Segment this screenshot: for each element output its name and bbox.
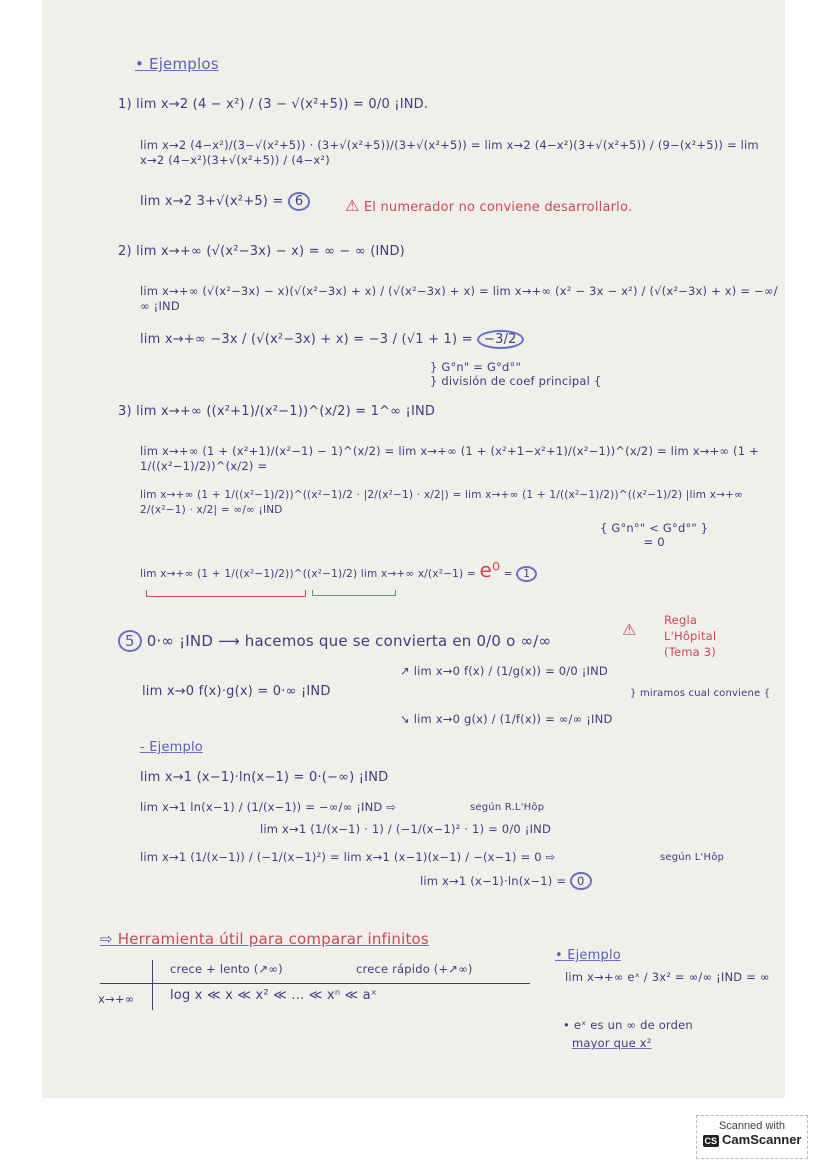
red-underline xyxy=(146,590,306,597)
example-3-note: { G°n°" < G°d°" } = 0 xyxy=(600,521,709,549)
warning-triangle-icon: ⚠ xyxy=(345,196,360,215)
growth-order-row: log x ≪ x ≪ x² ≪ … ≪ xⁿ ≪ aˣ xyxy=(170,988,377,1003)
section-5-line-2: lim x→0 f(x)·g(x) = 0·∞ ¡IND xyxy=(142,684,331,699)
right-example-title: • Ejemplo xyxy=(555,948,621,963)
camscanner-logo-icon: CS xyxy=(704,1136,718,1146)
section-5-example-result: lim x→1 (x−1)·ln(x−1) = 0 xyxy=(420,872,592,890)
example-2-line-3: lim x→+∞ −3x / (√(x²−3x) + x) = −3 / (√1 + 1) = −3/2 xyxy=(140,330,524,349)
row-label: x→+∞ xyxy=(98,992,135,1006)
example-1-line-1: 1) lim x→2 (4 − x²) / (3 − √(x²+5)) = 0/0 ¡IND. xyxy=(118,97,429,112)
branch-2: ↘ lim x→0 g(x) / (1/f(x)) = ∞/∞ ¡IND xyxy=(400,712,613,726)
arrow-right-icon: ⇨ xyxy=(100,930,113,948)
lhopital-warning xyxy=(622,620,637,639)
right-example-limit: lim x→+∞ eˣ / 3x² = ∞/∞ ¡IND = ∞ xyxy=(565,970,770,984)
example-1-result: 6 xyxy=(288,192,310,211)
section-5-example-line-2: lim x→1 ln(x−1) / (1/(x−1)) = −∞/∞ ¡IND ⇨ xyxy=(140,800,397,814)
section-5-example-line-3: lim x→1 (1/(x−1)) / (−1/(x−1)²) = lim x→1 (x−1)(x−1) / −(x−1) = 0 ⇨ xyxy=(140,850,556,864)
right-example-note-2: mayor que x² xyxy=(572,1036,652,1050)
example-1-line-3: lim x→2 3+√(x²+5) = 6 xyxy=(140,192,310,211)
green-underline xyxy=(312,590,396,596)
table-divider xyxy=(152,960,153,1010)
section-title: • Ejemplos xyxy=(135,55,219,73)
branch-note: } miramos cual conviene { xyxy=(630,688,771,699)
lhopital-note-2: según L'Hôp xyxy=(660,852,725,863)
example-2-result: −3/2 xyxy=(477,330,524,349)
example-3-line-1: 3) lim x→+∞ ((x²+1)/(x²−1))^(x/2) = 1^∞ ¡IND xyxy=(118,404,436,419)
section-5-example-line-2b: lim x→1 (1/(x−1) · 1) / (−1/(x−1)² · 1) = 0/0 ¡IND xyxy=(260,822,552,836)
warning-triangle-icon: ⚠ xyxy=(622,620,637,639)
camscanner-watermark: Scanned with CS CamScanner xyxy=(696,1115,808,1159)
example-3-line-3: lim x→+∞ (1 + 1/((x²−1)/2))^((x²−1)/2 · |2/(x²−1) · x/2|) = lim x→+∞ (1 + 1/((x²−1)/2))^((x²−1)/2) |lim x→+∞ 2/(x²−1) · x/2| = ∞/∞ ¡IND xyxy=(140,489,744,516)
lhopital-rule-note: Regla L'Hôpital (Tema 3) xyxy=(664,613,717,659)
lhopital-note-1: según R.L'Hôp xyxy=(470,802,545,813)
section-5-line-1: 5 0·∞ ¡IND ⟶ hacemos que se convierta en 0/0 o ∞/∞ xyxy=(118,630,551,652)
right-example-note-1: • eˣ es un ∞ de orden xyxy=(563,1018,693,1032)
example-1-warning: ⚠ El numerador no conviene desarrollarlo. xyxy=(345,196,633,215)
tool-heading: ⇨ Herramienta útil para comparar infinitos xyxy=(100,930,429,948)
column-slow: crece + lento (↗∞) xyxy=(170,962,283,976)
column-fast: crece rápido (+↗∞) xyxy=(356,962,473,976)
branch-1: ↗ lim x→0 f(x) / (1/g(x)) = 0/0 ¡IND xyxy=(400,664,608,678)
table-rule xyxy=(100,983,530,984)
example-1-line-2: lim x→2 (4−x²)/(3−√(x²+5)) · (3+√(x²+5))/(3+√(x²+5)) = lim x→2 (4−x²)(3+√(x²+5)) / (9−(x²+5)) = lim x→2 (4−x²)(3+√(x²+5)) / (4−x²) xyxy=(140,138,759,167)
example-2-line-2: lim x→+∞ (√(x²−3x) − x)(√(x²−3x) + x) / (√(x²−3x) + x) = lim x→+∞ (x² − 3x − x²) / (√(x²−3x) + x) = −∞/∞ ¡IND xyxy=(140,284,778,313)
example-2-note: } G°n" = G°d°" } división de coef principal { xyxy=(430,360,602,388)
example-2-line-1: 2) lim x→+∞ (√(x²−3x) − x) = ∞ − ∞ (IND) xyxy=(118,244,405,259)
example-3-line-2: lim x→+∞ (1 + (x²+1)/(x²−1) − 1)^(x/2) = lim x→+∞ (1 + (x²+1−x²+1)/(x²−1))^(x/2) = lim x→+∞ (1 + 1/((x²−1)/2))^(x/2) = xyxy=(140,444,759,473)
example-3-line-4: lim x→+∞ (1 + 1/((x²−1)/2))^((x²−1)/2) lim x→+∞ x/(x²−1) = e⁰ = 1 xyxy=(140,558,537,582)
example-3-result: 1 xyxy=(516,566,537,582)
section-5-example-line-1: lim x→1 (x−1)·ln(x−1) = 0·(−∞) ¡IND xyxy=(140,770,389,785)
example-heading: - Ejemplo xyxy=(140,740,203,755)
